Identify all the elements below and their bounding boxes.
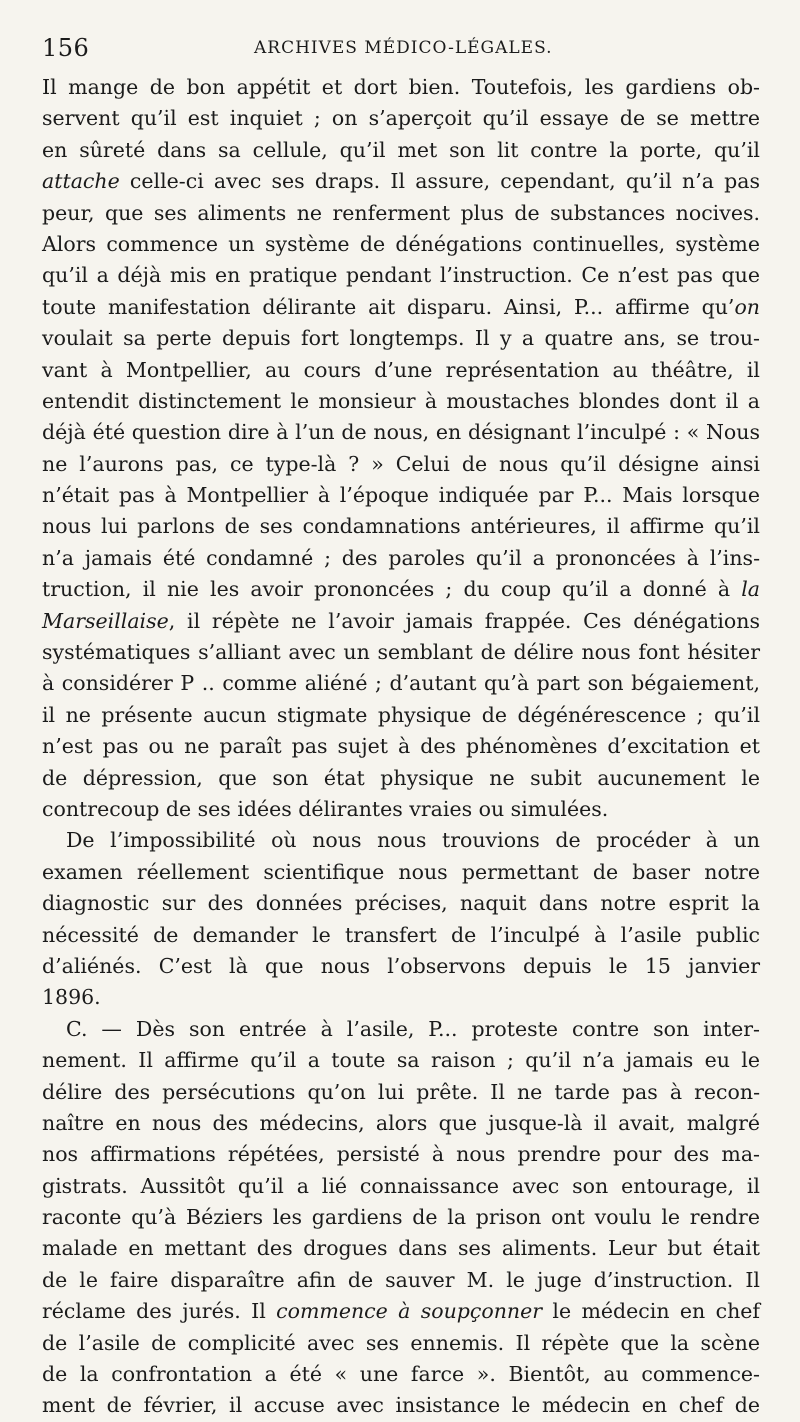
body-text [42, 72, 760, 1422]
text-line: nécessité de demander le transfert de l’inculpé à l’asile public [42, 922, 760, 947]
text-line: servent qu’il est inquiet ; on s’aperçoit qu’il essaye de se mettre [42, 106, 760, 131]
text-line: voulait sa perte depuis fort longtemps. Il y a quatre ans, se trou- [42, 326, 760, 351]
text-line: de dépression, que son état physique ne subit aucunement le [42, 765, 760, 790]
text-line: en sûreté dans sa cellule, qu’il met son lit contre la porte, qu’il [42, 137, 760, 162]
text-line: ne l’aurons pas, ce type-là ? » Celui de nous qu’il désigne ainsi [42, 451, 760, 476]
text-line: de la confrontation a été « une farce ». Bientôt, au commence- [42, 1362, 760, 1387]
text-line: truction, il nie les avoir prononcées ; du coup qu’il a donné à la [42, 577, 760, 602]
text-line: nos affirmations répétées, persisté à nous prendre pour des ma- [42, 1142, 760, 1167]
page-header [42, 28, 760, 68]
text-line: qu’il a déjà mis en pratique pendant l’instruction. Ce n’est pas que [42, 263, 760, 288]
text-line: 1896. [42, 985, 101, 1010]
text-line: contrecoup de ses idées délirantes vraies ou simulées. [42, 796, 609, 821]
text-line: malade en mettant des drogues dans ses aliments. Leur but était [42, 1236, 760, 1261]
text-line: diagnostic sur des données précises, naquit dans notre esprit la [42, 891, 760, 916]
text-line: de l’asile de complicité avec ses ennemis. Il répète que la scène [42, 1330, 760, 1355]
text-line: déjà été question dire à l’un de nous, en désignant l’inculpé : « Nous [42, 420, 760, 445]
text-line: raconte qu’à Béziers les gardiens de la prison ont voulu le rendre [42, 1205, 760, 1230]
text-line: vant à Montpellier, au cours d’une représentation au théâtre, il [42, 357, 760, 382]
text-line: attache celle-ci avec ses draps. Il assure, cependant, qu’il n’a pas [42, 169, 760, 194]
text-line: réclame des jurés. Il commence à soupçonner le médecin en chef [42, 1299, 760, 1324]
text-line: De l’impossibilité où nous nous trouvions de procéder à un [66, 828, 760, 853]
text-line: Il mange de bon appétit et dort bien. Toutefois, les gardiens ob- [42, 75, 760, 99]
text-line: d’aliénés. C’est là que nous l’observons depuis le 15 janvier [42, 953, 760, 978]
page-number: 156 [42, 34, 90, 62]
text-line: il ne présente aucun stigmate physique de dégénérescence ; qu’il [42, 702, 760, 727]
text-line: toute manifestation délirante ait disparu. Ainsi, P... affirme qu’on [42, 294, 760, 319]
text-line: à considérer P .. comme aliéné ; d’autant qu’à part son bégaiement, [42, 671, 760, 696]
text-line: Marseillaise, il répète ne l’avoir jamais frappée. Ces dénégations [42, 608, 760, 633]
text-line: nement. Il affirme qu’il a toute sa raison ; qu’il n’a jamais eu le [42, 1048, 760, 1073]
text-line: C. — Dès son entrée à l’asile, P... proteste contre son inter- [66, 1016, 760, 1041]
text-line: n’a jamais été condamné ; des paroles qu’il a prononcées à l’ins- [42, 545, 760, 570]
text-line: ment de février, il accuse avec insistance le médecin en chef de [42, 1393, 760, 1418]
text-line: n’était pas à Montpellier à l’époque indiquée par P... Mais lorsque [42, 483, 760, 508]
text-line: n’est pas ou ne paraît pas sujet à des phénomènes d’excitation et [42, 734, 760, 759]
text-line: examen réellement scientifique nous permettant de baser notre [42, 859, 760, 884]
text-line: Alors commence un système de dénégations continuelles, système [42, 231, 760, 256]
text-line: délire des persécutions qu’on lui prête. Il ne tarde pas à recon- [42, 1079, 760, 1104]
text-line: naître en nous des médecins, alors que jusque-là il avait, malgré [42, 1110, 760, 1135]
text-line: systématiques s’alliant avec un semblant de délire nous font hésiter [42, 640, 760, 665]
text-line: peur, que ses aliments ne renferment plus de substances nocives. [42, 200, 760, 225]
text-line: entendit distinctement le monsieur à moustaches blondes dont il a [42, 388, 760, 413]
text-line: de le faire disparaître afin de sauver M. le juge d’instruction. Il [42, 1267, 760, 1292]
running-title: ARCHIVES MÉDICO-LÉGALES. [254, 38, 553, 58]
text-line: nous lui parlons de ses condamnations antérieures, il affirme qu’il [42, 514, 760, 539]
text-line: gistrats. Aussitôt qu’il a lié connaissance avec son entourage, il [42, 1173, 760, 1198]
